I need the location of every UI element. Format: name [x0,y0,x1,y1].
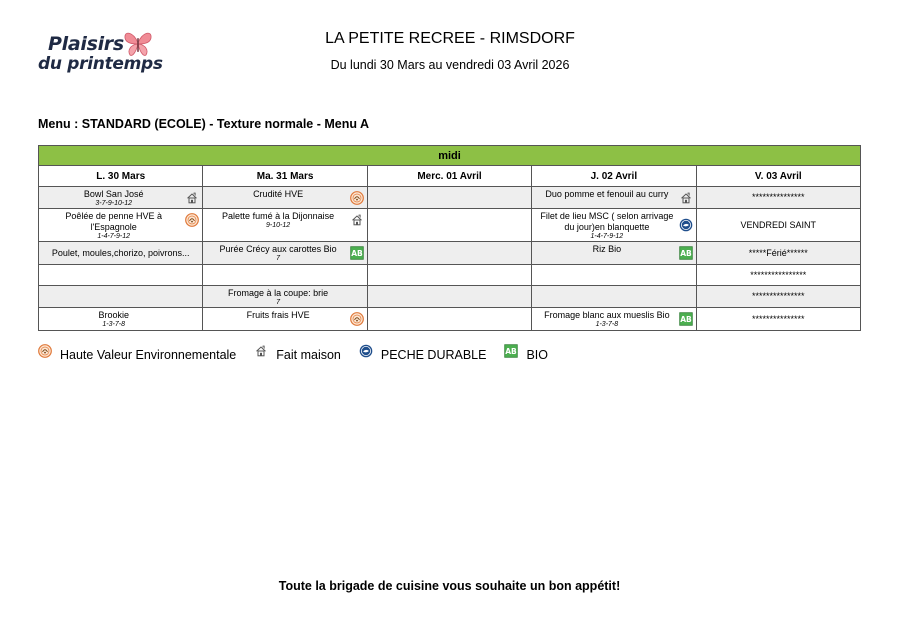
dish-name: Duo pomme et fenouil au curry [545,189,669,199]
menu-cell [203,308,367,331]
footer-message: Toute la brigade de cuisine vous souhaite un bon appétit! [278,579,621,593]
dish-name: Crudité HVE [253,189,304,199]
legend-label: Haute Valeur Environnementale [60,348,237,362]
legend-label: Fait maison [276,348,341,362]
menu-cell [203,286,367,308]
dish-name: *************** [752,313,805,324]
menu-cell [532,187,696,209]
menu-cell [39,209,203,242]
menu-cell [532,286,696,308]
menu-cell [532,242,696,265]
menu-cell [367,187,531,209]
menu-cell [203,209,367,242]
day-header: J. 02 Avril [532,166,696,187]
fait-maison-icon [185,191,199,205]
dish-name: Palette fumé à la Dijonnaise [222,211,335,221]
bio-icon [679,312,693,326]
bio-icon [679,246,693,260]
menu-cell [696,187,860,209]
menu-cell [203,242,367,265]
dish-name: Poêlée de penne HVE à l'Espagnole [65,211,162,232]
menu-cell [696,308,860,331]
allergen-codes: 1-3-7-8 [102,321,125,328]
hve-icon [350,312,364,326]
logo-text-line2: du printemps [38,54,163,74]
peche-durable-icon [679,218,693,232]
menu-cell [367,308,531,331]
menu-cell [696,265,860,286]
menu-cell [532,265,696,286]
date-range: Du lundi 30 Mars au vendredi 03 Avril 2026 [330,58,570,72]
menu-cell [367,209,531,242]
menu-cell [39,286,203,308]
dish-name: Brookie [98,310,129,320]
menu-cell [696,286,860,308]
dish-name: Fruits frais HVE [246,310,310,320]
table-row [39,187,861,209]
allergen-codes: 7 [276,299,281,306]
menu-cell [367,242,531,265]
day-header: Ma. 31 Mars [203,166,367,187]
dish-name: *****Férié****** [748,247,808,258]
menu-cell [532,308,696,331]
menu-cell [203,187,367,209]
logo-text-line1: Plaisirs [48,33,124,55]
day-header: Merc. 01 Avril [367,166,531,187]
svg-text:AB: AB [351,248,363,258]
dish-name: Fromage à la coupe: brie [228,288,329,298]
day-header: L. 30 Mars [39,166,203,187]
hve-icon [185,213,199,227]
table-row [39,265,861,286]
allergen-codes: 9-10-12 [266,222,291,229]
menu-cell [203,265,367,286]
table-row [39,308,861,331]
dish-name: Fromage blanc aux mueslis Bio [544,310,670,320]
allergen-codes: 3-7-9-10-12 [95,200,132,207]
table-row [39,242,861,265]
dish-name: Riz Bio [592,244,622,254]
menu-cell [696,209,860,242]
allergen-codes: 1-4-7-9-12 [590,233,624,240]
dish-name: VENDREDI SAINT [740,219,817,230]
legend-item [254,348,341,362]
allergen-codes: 1-3-7-8 [595,321,619,328]
menu-cell [39,242,203,265]
menu-cell [39,265,203,286]
legend-item [504,348,548,362]
bio-icon [504,344,518,358]
legend [38,348,566,362]
allergen-codes: 7 [276,255,281,262]
dish-name: Bowl San José [83,189,144,199]
allergen-codes: 1-4-7-9-12 [97,233,131,240]
menu-table [38,145,861,331]
menu-cell [696,242,860,265]
logo [36,28,166,78]
menu-cell [39,187,203,209]
legend-label: BIO [526,348,549,362]
hve-icon [350,191,364,205]
fait-maison-icon [254,344,268,358]
fait-maison-icon [679,191,693,205]
dish-name: **************** [750,269,807,280]
bio-icon [350,246,364,260]
dish-name: Filet de lieu MSC ( selon arrivage du jour)en blanquette [540,211,674,232]
menu-cell [39,308,203,331]
table-row [39,286,861,308]
legend-item [359,348,487,362]
legend-label: PECHE DURABLE [380,348,487,362]
menu-cell [532,209,696,242]
dish-name: *************** [752,192,805,202]
meal-section-header: midi [39,146,861,166]
menu-cell [367,265,531,286]
legend-item [38,348,236,362]
dish-name: Purée Crécy aux carottes Bio [219,244,337,254]
fait-maison-icon [350,213,364,227]
peche-durable-icon [359,344,373,358]
page-title: LA PETITE RECREE - RIMSDORF [325,30,575,47]
menu-cell [367,286,531,308]
dish-name: *************** [752,291,805,301]
svg-text:AB: AB [679,248,692,258]
svg-text:AB: AB [505,346,518,356]
table-row [39,209,861,242]
dish-name: Poulet, moules,chorizo, poivrons... [51,247,190,258]
menu-label: Menu : STANDARD (ECOLE) - Texture normale - Menu A [38,117,370,131]
svg-text:AB: AB [679,314,692,324]
hve-icon [38,344,52,358]
day-header: V. 03 Avril [696,166,860,187]
